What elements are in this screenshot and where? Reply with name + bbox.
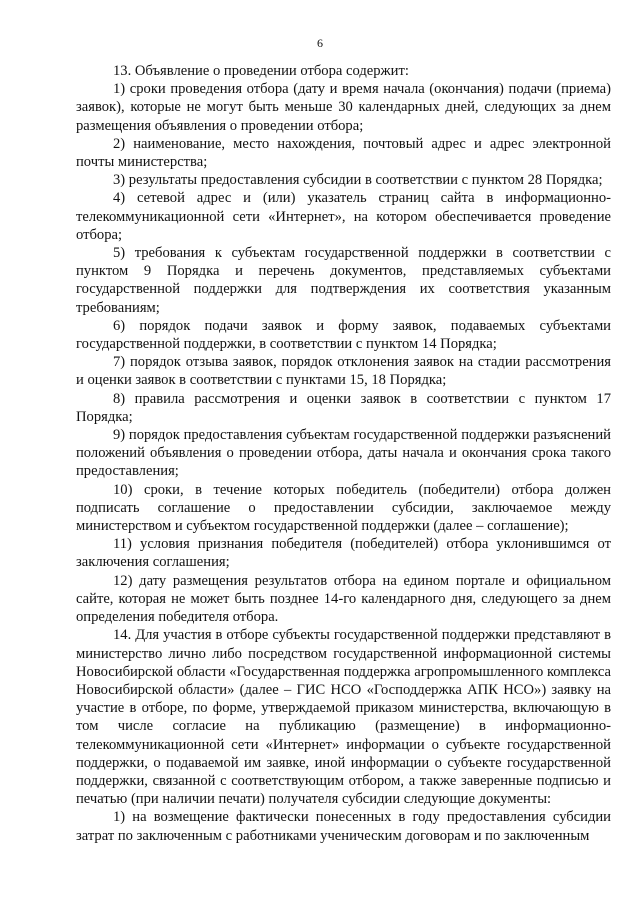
paragraph: 2) наименование, место нахождения, почтовый адрес и адрес электронной почты министерства; <box>76 135 611 171</box>
paragraph: 8) правила рассмотрения и оценки заявок в соответствии с пунктом 17 Порядка; <box>76 390 611 425</box>
paragraph: 5) требования к субъектам государственной поддержки в соответствии с пунктом 9 Порядка и перечень документов, представляемых субъектами государственной поддержки для подтверждения их соответствия указанным требованиям; <box>76 245 611 316</box>
paragraph: 4) сетевой адрес и (или) указатель страниц сайта в информационно-телекоммуникационной сети «Интернет», на котором обеспечивается проведение отбора; <box>76 190 611 243</box>
paragraph: 1) на возмещение фактически понесенных в году предоставления субсидии затрат по заключенным с работниками ученическим договорам и по заключенным <box>76 809 611 844</box>
page-number: 6 <box>317 36 323 50</box>
document-body <box>76 62 611 845</box>
paragraph: 12) дату размещения результатов отбора на едином портале и официальном сайте, которая не может быть позднее 14-го календарного дня, следующего за днем определения победителя отбора. <box>76 572 611 626</box>
paragraph: 9) порядок предоставления субъектам государственной поддержки разъяснений положений объявления о проведении отбора, даты начала и окончания срока такого предоставления; <box>76 427 611 480</box>
paragraph: 13. Объявление о проведении отбора содержит: <box>113 63 409 79</box>
paragraph: 1) сроки проведения отбора (дату и время начала (окончания) подачи (приема) заявок), которые не могут быть меньше 30 календарных дней, следующих за днем размещения объявления о проведении отбора; <box>76 81 611 134</box>
paragraph: 11) условия признания победителя (победителей) отбора уклонившимся от заключения соглашения; <box>76 536 611 571</box>
paragraph: 7) порядок отзыва заявок, порядок отклонения заявок на стадии рассмотрения и оценки заявок в соответствии с пунктами 15, 18 Порядка; <box>76 354 611 389</box>
paragraph: 3) результаты предоставления субсидии в соответствии с пунктом 28 Порядка; <box>113 172 603 189</box>
paragraph: 14. Для участия в отборе субъекты государственной поддержки представляют в министерство лично либо посредством государственной информационной системы Новосибирской области «Государственная поддержка агропромышленного комплекса Новосибирской области» (далее – ГИС НСО «Господдержка АПК НСО») заявку на участие в отборе, по форме, утверждаемой приказом министерства, включающую в том числе согласие на публикацию (размещение) в информационно-телекоммуникационной сети «Интернет» информации о субъекте государственной поддержки, о подаваемой им заявке, иной информации о субъекте государственной поддержки, связанной с соответствующим отбором, а также заверенные подписью и печатью (при наличии печати) получателя субсидии следующие документы: <box>76 627 611 808</box>
paragraph: 10) сроки, в течение которых победитель (победители) отбора должен подписать соглашение о предоставлении субсидии, заключаемое между министерством и субъектом государственной поддержки (далее – соглашение); <box>76 481 611 535</box>
paragraph: 6) порядок подачи заявок и форму заявок, подаваемых субъектами государственной поддержки, в соответствии с пунктом 14 Порядка; <box>76 317 611 353</box>
